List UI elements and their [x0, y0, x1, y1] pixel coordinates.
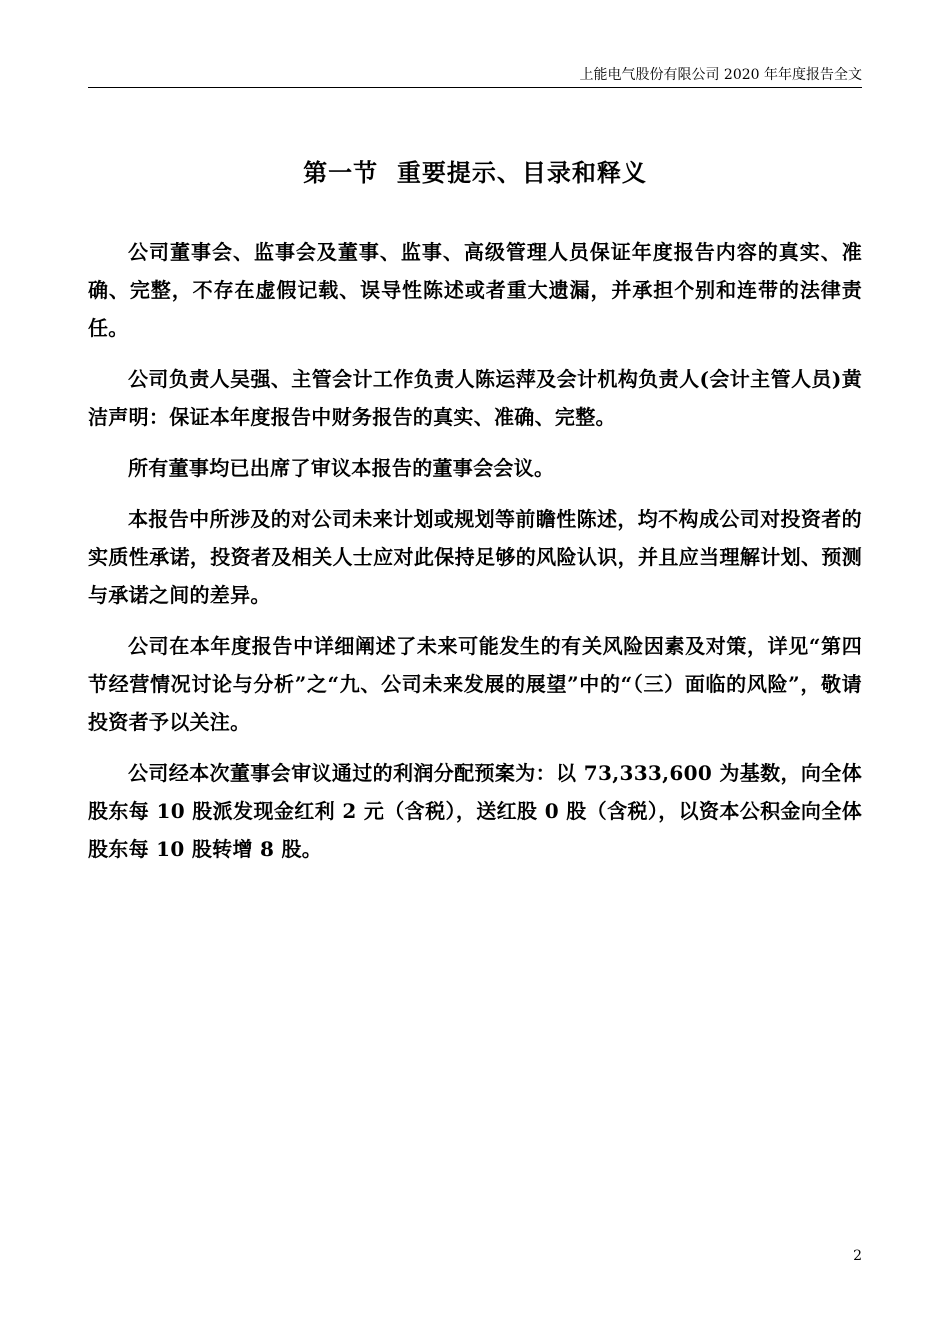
header-title: 上能电气股份有限公司 2020 年年度报告全文 [579, 67, 862, 83]
paragraph-responsibility-statement: 公司董事会、监事会及董事、监事、高级管理人员保证年度报告内容的真实、准确、完整，不存在虚假记载、误导性陈述或者重大遗漏，并承担个别和连带的法律责任。 [88, 240, 862, 340]
page-header [88, 62, 862, 88]
paragraph-risk-factors: 公司在本年度报告中详细阐述了未来可能发生的有关风险因素及对策，详见“第四节经营情况讨论与分析”之“九、公司未来发展的展望”中的“（三）面临的风险”，敬请投资者予以关注。 [88, 634, 862, 734]
paragraph-financial-declaration: 公司负责人吴强、主管会计工作负责人陈运萍及会计机构负责人(会计主管人员)黄洁声明：保证本年度报告中财务报告的真实、准确、完整。 [88, 367, 862, 429]
body-content [88, 233, 862, 881]
paragraph-forward-looking: 本报告中所涉及的对公司未来计划或规划等前瞻性陈述，均不构成公司对投资者的实质性承诺，投资者及相关人士应对此保持足够的风险认识，并且应当理解计划、预测与承诺之间的差异。 [88, 507, 862, 607]
section-title: 第一节 重要提示、目录和释义 [303, 158, 647, 187]
page-number: 2 [853, 1248, 862, 1264]
paragraph-board-attendance: 所有董事均已出席了审议本报告的董事会会议。 [128, 456, 555, 480]
paragraph-profit-distribution: 公司经本次董事会审议通过的利润分配预案为：以 73,333,600 为基数，向全体股东每 10 股派发现金红利 2 元（含税），送红股 0 股（含税），以资本公积金向全体股东每 10 股转增 8 股。 [88, 761, 862, 861]
